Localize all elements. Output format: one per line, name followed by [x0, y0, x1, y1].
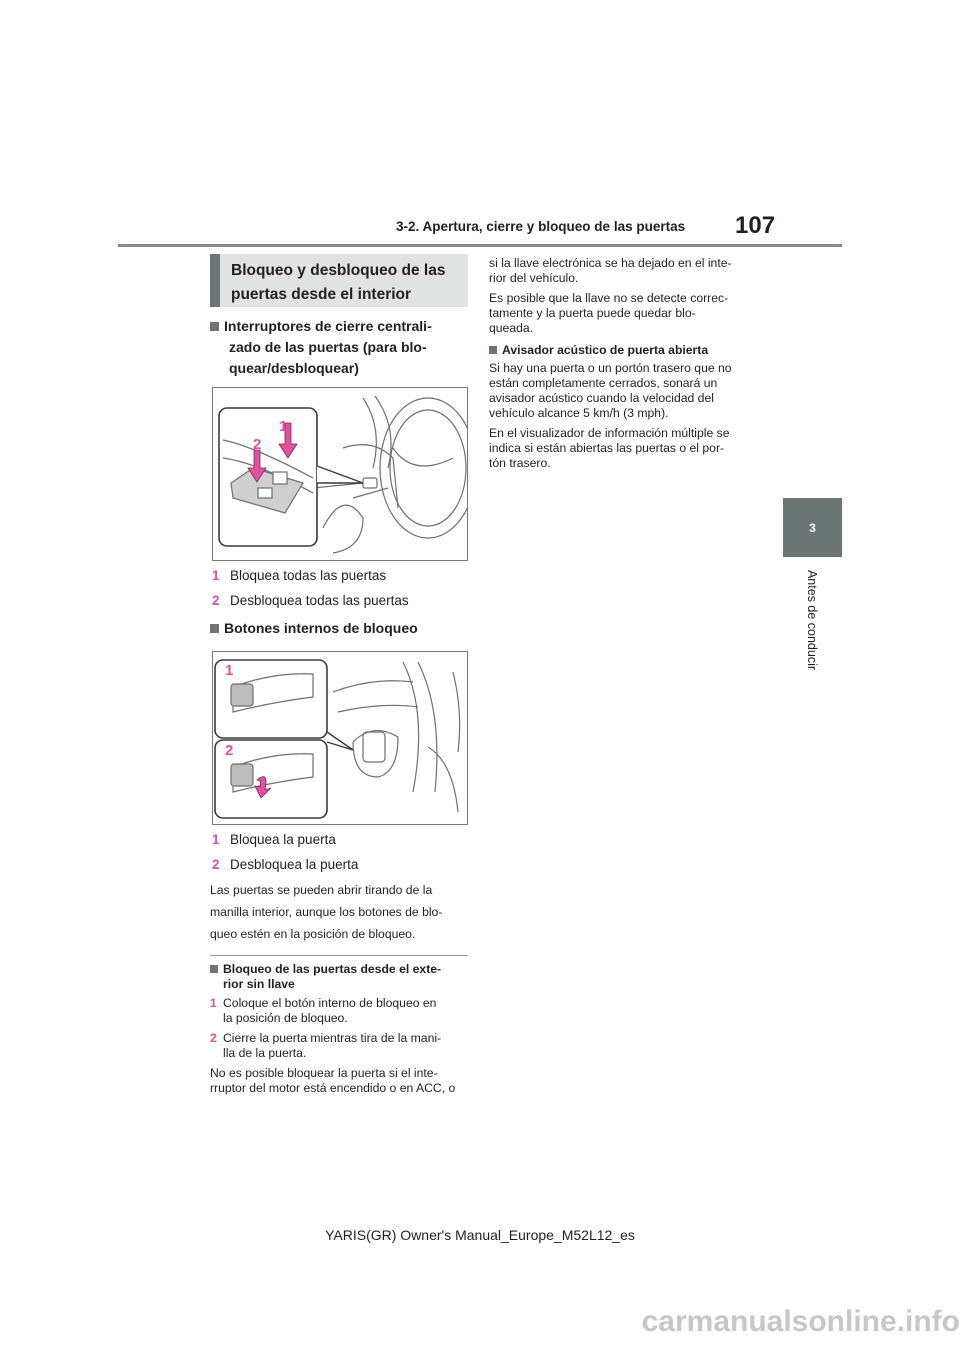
- text-line: Coloque el botón interno de bloqueo en: [223, 996, 437, 1010]
- list-item: [210, 996, 475, 1026]
- text-line: En el visualizador de información múltiple se: [489, 426, 730, 440]
- square-bullet-icon: [489, 346, 497, 354]
- item-number: 1: [210, 996, 217, 1010]
- page-number: 107: [735, 212, 776, 239]
- note-paragraph: [210, 879, 472, 945]
- running-header: 3-2. Apertura, cierre y bloqueo de las puertas: [396, 219, 686, 234]
- text-line: Si hay una puerta o un portón trasero que no: [489, 361, 732, 375]
- callout-2: 2: [225, 742, 234, 759]
- subheading-door-alarm: [489, 343, 759, 358]
- subheading-lock-without-key: [210, 962, 441, 992]
- item-text: Desbloquea todas las puertas: [230, 593, 409, 608]
- callout-1: 1: [225, 662, 234, 679]
- text-line: Cierre la puerta mientras tira de la mani-: [223, 1031, 442, 1045]
- text-line: rior del vehículo.: [489, 271, 579, 285]
- square-bullet-icon: [210, 965, 218, 973]
- callout-2: 2: [253, 436, 262, 453]
- chapter-label: Antes de conducir: [805, 569, 819, 671]
- paragraph: [489, 291, 759, 336]
- watermark[interactable]: carmanualsonline.info: [641, 1305, 960, 1338]
- text-line: si la llave electrónica se ha dejado en el inte-: [489, 256, 732, 270]
- paragraph: [489, 361, 759, 421]
- subheading-line: Bloqueo de las puertas desde el exte-: [223, 962, 442, 976]
- note-paragraph: [210, 1066, 478, 1096]
- text-line: Es posible que la llave no se detecte correc-: [489, 291, 729, 305]
- paragraph: [489, 256, 759, 286]
- list-item: [212, 566, 472, 586]
- right-column: [489, 256, 759, 471]
- item-text: Bloquea todas las puertas: [230, 568, 387, 583]
- lock-switch-legend: [212, 566, 472, 611]
- list-item: [212, 591, 472, 611]
- text-line: vehículo alcance 5 km/h (3 mph).: [489, 406, 669, 420]
- subheading-line: Avisador acústico de puerta abierta: [502, 343, 709, 357]
- header-rule: [118, 244, 842, 247]
- subheading-line: zado de las puertas (para blo-: [229, 339, 427, 355]
- text-line: la posición de bloqueo.: [223, 1011, 348, 1025]
- list-item: [212, 830, 472, 850]
- text-line: avisador acústico cuando la velocidad del: [489, 391, 714, 405]
- item-number: 1: [212, 832, 220, 847]
- item-number: 2: [210, 1031, 217, 1045]
- list-item: [210, 1031, 475, 1061]
- section-title-line: puertas desde el interior: [231, 286, 412, 303]
- text-line: tamente y la puerta puede quedar blo-: [489, 306, 696, 320]
- figure-lock-switch: [212, 387, 468, 561]
- text-line: manilla interior, aunque los botones de blo-: [210, 905, 443, 919]
- item-number: 2: [212, 593, 220, 608]
- text-line: indica si están abiertas las puertas o el por-: [489, 441, 725, 455]
- item-text: Desbloquea la puerta: [230, 857, 359, 872]
- subheading-inside-lock-buttons: [210, 618, 418, 639]
- callout-1: 1: [279, 418, 288, 435]
- subheading-central-lock: [210, 316, 432, 379]
- text-line: queada.: [489, 321, 534, 335]
- text-line: están completamente cerrados, sonará un: [489, 376, 718, 390]
- section-title-line: Bloqueo y desbloqueo de las: [231, 262, 446, 279]
- inside-lock-legend: [212, 830, 472, 875]
- paragraph: [489, 426, 759, 471]
- item-number: 1: [212, 568, 220, 583]
- item-text: Bloquea la puerta: [230, 832, 336, 847]
- steps-list: [210, 996, 475, 1061]
- footer-manual-id: YARIS(GR) Owner's Manual_Europe_M52L12_es: [325, 1227, 635, 1243]
- subheading-line: Botones internos de bloqueo: [224, 620, 418, 636]
- item-number: 2: [212, 857, 220, 872]
- list-item: [212, 855, 472, 875]
- text-line: Las puertas se pueden abrir tirando de la: [210, 883, 433, 897]
- square-bullet-icon: [210, 624, 219, 633]
- figure-inside-lock: [212, 651, 468, 825]
- text-line: tón trasero.: [489, 456, 551, 470]
- square-bullet-icon: [210, 322, 219, 331]
- chapter-tab: [783, 498, 842, 557]
- text-line: lla de la puerta.: [223, 1046, 307, 1060]
- divider: [210, 955, 468, 956]
- subheading-line: rior sin llave: [223, 977, 295, 991]
- chapter-number: 3: [809, 520, 816, 535]
- text-line: rruptor del motor está encendido o en ACC, o: [210, 1081, 456, 1095]
- text-line: queo estén en la posición de bloqueo.: [210, 927, 416, 941]
- text-line: No es posible bloquear la puerta si el inte-: [210, 1066, 438, 1080]
- door-handle-illustration: [213, 652, 467, 824]
- subheading-line: quear/desbloquear): [229, 360, 359, 376]
- dashboard-switch-illustration: [213, 388, 467, 560]
- section-title: [210, 254, 468, 307]
- subheading-line: Interruptores de cierre centrali-: [224, 318, 432, 334]
